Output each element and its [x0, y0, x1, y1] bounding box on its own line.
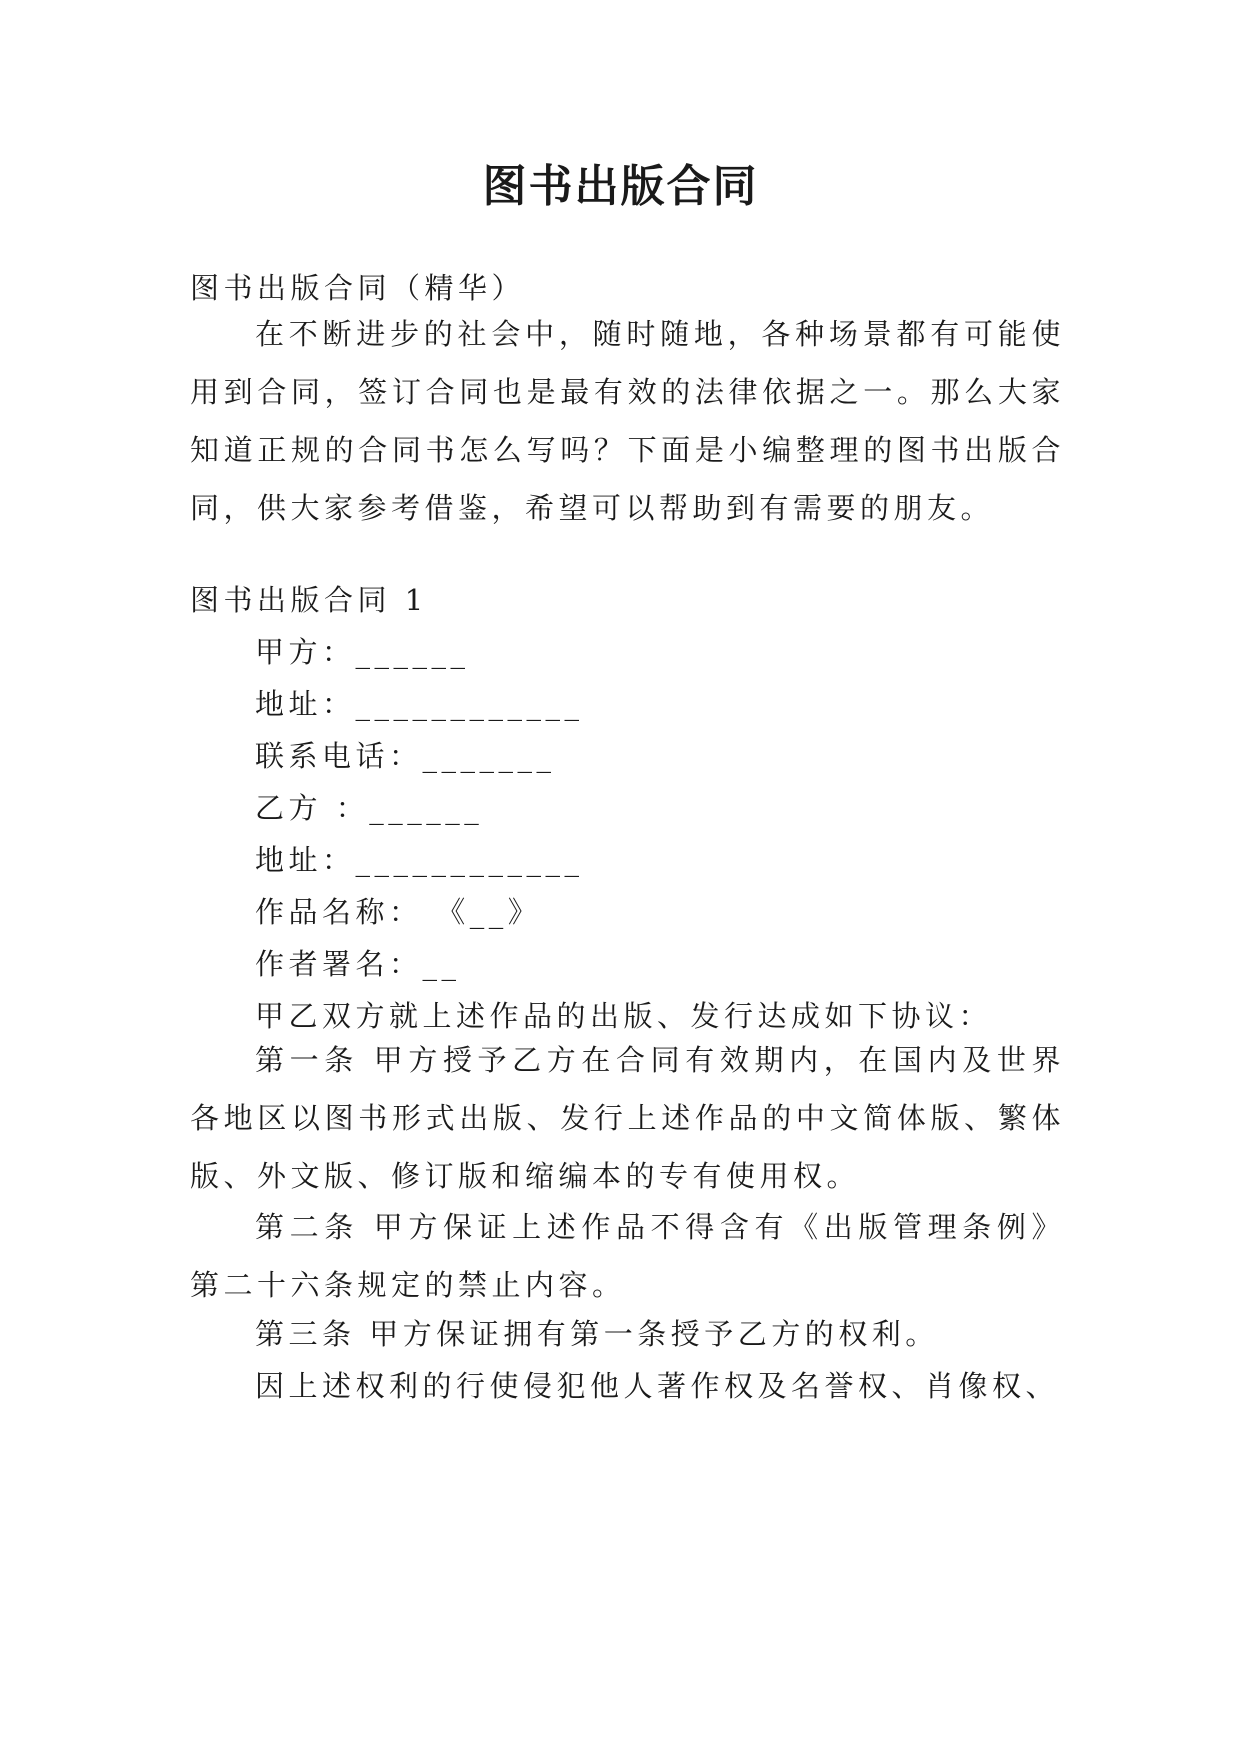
phone-field: 联系电话：_______: [255, 739, 556, 773]
page-title: 图书出版合同: [482, 161, 759, 212]
address-b-field: 地址：____________: [255, 843, 584, 877]
work-name-field: 作品名称： 《__》: [255, 895, 542, 929]
article-3-continued: 因上述权利的行使侵犯他人著作权及名誉权、肖像权、: [255, 1369, 1060, 1403]
document-subtitle: 图书出版合同（精华）: [190, 271, 526, 305]
article-1: 第一条 甲方授予乙方在合同有效期内，在国内及世界各地区以图书形式出版、发行上述作品的中文简体版、繁体版、外文版、修订版和缩编本的专有使用权。: [190, 1043, 1065, 1193]
address-a-field: 地址：____________: [255, 687, 584, 721]
article-3: 第三条 甲方保证拥有第一条授予乙方的权利。: [255, 1317, 939, 1351]
agreement-intro: 甲乙双方就上述作品的出版、发行达成如下协议：: [255, 999, 993, 1033]
section-heading: 图书出版合同 1: [190, 583, 428, 617]
party-b-field: 乙方 ：______: [255, 791, 484, 825]
article-2: 第二条 甲方保证上述作品不得含有《出版管理条例》第二十六条规定的禁止内容。: [190, 1210, 1065, 1302]
intro-paragraph: 在不断进步的社会中，随时随地，各种场景都有可能使用到合同，签订合同也是最有效的法律依据之一。那么大家知道正规的合同书怎么写吗？下面是小编整理的图书出版合同，供大家参考借鉴，希望可以帮助到有需要的朋友。: [190, 317, 1065, 525]
party-a-field: 甲方：______: [255, 635, 470, 669]
author-sign-field: 作者署名：__: [255, 947, 461, 981]
